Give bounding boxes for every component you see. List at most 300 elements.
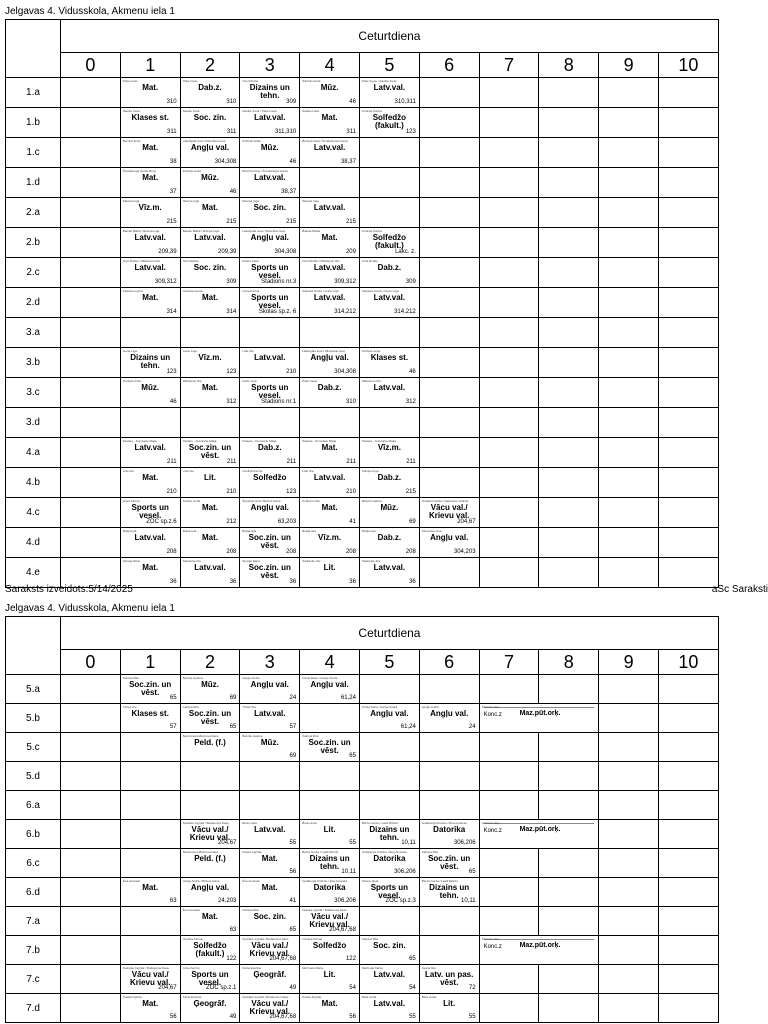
table-row: [6, 108, 719, 138]
empty-cell: [359, 198, 419, 228]
lesson-cell[interactable]: [300, 675, 360, 704]
empty-cell: [61, 288, 121, 318]
empty-cell: [658, 791, 718, 820]
app-credit: aSc Saraksti: [711, 584, 768, 595]
lesson-cell[interactable]: [180, 378, 240, 408]
lesson-cell[interactable]: [300, 558, 360, 588]
lesson-cell[interactable]: [120, 198, 180, 228]
lesson-cell[interactable]: [240, 878, 300, 907]
lesson-cell[interactable]: [180, 258, 240, 288]
lesson-cell[interactable]: [359, 378, 419, 408]
empty-cell: [479, 791, 539, 820]
empty-cell: [359, 675, 419, 704]
room-number: 304,308: [274, 249, 297, 255]
lesson-cell[interactable]: [359, 558, 419, 588]
lesson-cell[interactable]: [180, 348, 240, 378]
lesson-cell[interactable]: [359, 704, 419, 733]
lesson-cell[interactable]: [120, 498, 180, 528]
lesson-cell[interactable]: [359, 258, 419, 288]
empty-cell: [61, 138, 121, 168]
lesson-cell[interactable]: [359, 348, 419, 378]
teacher-name: Pūķe Inese: [182, 79, 198, 83]
lesson-cell[interactable]: [300, 849, 360, 878]
lesson-cell[interactable]: [120, 528, 180, 558]
teacher-name: Gurte Līga: [182, 349, 197, 353]
lesson-cell[interactable]: [120, 348, 180, 378]
empty-cell: [240, 318, 300, 348]
table-row: [6, 936, 719, 965]
room-number: 311: [226, 129, 237, 135]
teacher-name: Šupstiņa Ieva / Bēlone Dana: [242, 499, 281, 503]
empty-cell: [599, 733, 659, 762]
teacher-name: Bratja Ieta: [122, 529, 137, 533]
lesson-cell[interactable]: [300, 907, 360, 936]
lesson-cell[interactable]: [300, 198, 360, 228]
lesson-cell[interactable]: [180, 878, 240, 907]
teacher-name: Saulīte Ineta: [122, 109, 140, 113]
room-number: 46: [289, 159, 297, 165]
subject-name: Angļu val.: [310, 680, 349, 689]
room-number: 314: [226, 309, 237, 315]
teacher-name: Ozoliņa Karīna: [182, 937, 203, 941]
lesson-cell[interactable]: [240, 994, 300, 1023]
class-label: 3.a: [6, 318, 61, 348]
room-number: 69: [289, 753, 297, 759]
subject-name: Mat.: [201, 503, 218, 512]
lesson-cell[interactable]: [419, 820, 479, 849]
lesson-cell[interactable]: [240, 228, 300, 258]
class-label: 3.b: [6, 348, 61, 378]
empty-cell: [539, 198, 599, 228]
lesson-cell[interactable]: [240, 528, 300, 558]
empty-cell: [479, 849, 539, 878]
lesson-cell[interactable]: [300, 733, 360, 762]
lesson-cell[interactable]: [180, 849, 240, 878]
lesson-cell[interactable]: [240, 438, 300, 468]
lesson-cell-span[interactable]: [479, 704, 599, 733]
empty-cell: [180, 408, 240, 438]
subject-name: Klases st.: [131, 113, 169, 122]
corner-cell: [6, 617, 61, 675]
lesson-cell[interactable]: [300, 288, 360, 318]
teacher-name: Bratja Ieta: [242, 529, 257, 533]
room-number: 204,67: [218, 840, 237, 846]
subject-name: Latv.val.: [313, 263, 346, 272]
teacher-name: Balode Baiba / Ruciņa Inga: [122, 229, 160, 233]
empty-cell: [658, 378, 718, 408]
empty-cell: [300, 168, 360, 198]
empty-cell: [61, 408, 121, 438]
subject-name: Lit.: [203, 473, 216, 482]
room-number: 41: [289, 898, 297, 904]
lesson-cell[interactable]: [419, 849, 479, 878]
empty-cell: [539, 965, 599, 994]
empty-cell: [120, 820, 180, 849]
subject-name: Vācu val./ Krievu val.: [309, 912, 350, 929]
teacher-name: Beta Linda: [421, 995, 437, 999]
lesson-cell[interactable]: [240, 965, 300, 994]
room-number: 61,24: [400, 724, 416, 730]
lesson-cell[interactable]: [240, 733, 300, 762]
subject-name: Dizains un tehn.: [249, 83, 290, 100]
subject-name: Latv.val.: [373, 293, 406, 302]
subject-name: Lit.: [323, 970, 336, 979]
lesson-cell[interactable]: [419, 994, 479, 1023]
room-number: 215: [226, 219, 237, 225]
lesson-cell[interactable]: [120, 168, 180, 198]
lesson-cell[interactable]: [240, 168, 300, 198]
lesson-cell[interactable]: [419, 528, 479, 558]
room-number: 209,39: [158, 249, 177, 255]
lesson-cell[interactable]: [359, 965, 419, 994]
teacher-name: Gurte Līga: [122, 349, 137, 353]
empty-cell: [539, 498, 599, 528]
lesson-cell[interactable]: [240, 378, 300, 408]
lesson-cell[interactable]: [180, 168, 240, 198]
empty-cell: [599, 108, 659, 138]
lesson-cell[interactable]: [300, 438, 360, 468]
empty-cell: [658, 138, 718, 168]
lesson-cell[interactable]: [359, 498, 419, 528]
teacher-name: Ēna Amanda: [122, 879, 140, 883]
class-label: 4.e: [6, 558, 61, 588]
subject-name: Soc. zin.: [253, 912, 287, 921]
room-number: 208: [226, 549, 237, 555]
subject-name: Mūz.: [320, 83, 339, 92]
lesson-cell[interactable]: [240, 907, 300, 936]
day-row: [6, 617, 719, 650]
room-number: 55: [468, 1014, 476, 1020]
lesson-cell[interactable]: [120, 378, 180, 408]
subject-name: Mūz.: [260, 738, 279, 747]
lesson-cell[interactable]: [419, 965, 479, 994]
lesson-cell[interactable]: [359, 820, 419, 849]
lesson-cell[interactable]: [300, 498, 360, 528]
lesson-cell[interactable]: [300, 138, 360, 168]
subject-name: Latv.val.: [313, 143, 346, 152]
lesson-cell[interactable]: [180, 438, 240, 468]
lesson-cell[interactable]: [300, 108, 360, 138]
lesson-cell[interactable]: [419, 878, 479, 907]
lesson-cell[interactable]: [120, 994, 180, 1023]
room-number: 123: [286, 489, 297, 495]
room-number: 311: [167, 129, 177, 135]
empty-cell: [539, 468, 599, 498]
lesson-cell[interactable]: [300, 936, 360, 965]
lesson-cell[interactable]: [180, 733, 240, 762]
lesson-cell[interactable]: [180, 288, 240, 318]
room-number: 61,24: [340, 695, 356, 701]
lesson-cell[interactable]: [120, 704, 180, 733]
lesson-cell[interactable]: [240, 138, 300, 168]
table-row: [6, 258, 719, 288]
lesson-cell[interactable]: [300, 258, 360, 288]
table-row: [6, 498, 719, 528]
lesson-cell[interactable]: [300, 528, 360, 558]
room-number: 56: [169, 1014, 177, 1020]
lesson-cell[interactable]: [180, 994, 240, 1023]
room-number: 310: [166, 99, 177, 105]
lesson-cell[interactable]: [240, 288, 300, 318]
lesson-cell[interactable]: [240, 78, 300, 108]
subject-name: Sports un vesel.: [370, 883, 409, 900]
lesson-cell[interactable]: [359, 228, 419, 258]
room-name: Konc.z: [483, 828, 502, 834]
class-label: 7.c: [6, 965, 61, 994]
table-row: [6, 408, 719, 438]
lesson-cell-span[interactable]: [479, 820, 599, 849]
lesson-cell[interactable]: [120, 258, 180, 288]
lesson-cell[interactable]: [180, 468, 240, 498]
teacher-name: Ozoliņa Karīna: [242, 469, 263, 473]
empty-cell: [539, 849, 599, 878]
room-number: Stadions nr.3: [261, 279, 297, 285]
lesson-cell[interactable]: [180, 907, 240, 936]
empty-cell: [120, 849, 180, 878]
room-number: 46: [169, 399, 177, 405]
teacher-name: Kalniņa Rita: [242, 908, 259, 912]
empty-cell: [539, 791, 599, 820]
lesson-cell[interactable]: [300, 468, 360, 498]
lesson-cell[interactable]: [419, 498, 479, 528]
lesson-cell[interactable]: [180, 228, 240, 258]
class-label: 2.b: [6, 228, 61, 258]
teacher-name: Goldberga Kristīne / Ēna Amanda: [361, 850, 407, 854]
teacher-name: Lakstīgala Ieva / Zīlvertāne Ieva: [242, 229, 285, 233]
period-row: [6, 650, 719, 675]
lesson-cell[interactable]: [300, 994, 360, 1023]
empty-cell: [479, 878, 539, 907]
table-row: [6, 994, 719, 1023]
teacher-name: Līde Ilze: [242, 349, 254, 353]
teacher-name: Ozola Dace / Ģērģe Andra: [361, 705, 398, 709]
lesson-cell[interactable]: [180, 138, 240, 168]
lesson-cell[interactable]: [359, 878, 419, 907]
empty-cell: [658, 108, 718, 138]
subject-name: Dab.z.: [377, 473, 402, 482]
empty-cell: [658, 198, 718, 228]
lesson-cell[interactable]: [240, 258, 300, 288]
lesson-cell[interactable]: [120, 965, 180, 994]
room-number: 204,67,68: [269, 956, 297, 962]
lesson-cell[interactable]: [419, 704, 479, 733]
room-name: Konc.z: [483, 712, 502, 718]
lesson-cell[interactable]: [359, 849, 419, 878]
subject-name: Angļu val.: [250, 503, 289, 512]
empty-cell: [599, 468, 659, 498]
teacher-name: Ozol Rudīte / Mikelsone Ilze: [122, 259, 161, 263]
teacher-name: Pētere Aleta: [242, 259, 259, 263]
teacher-name: Zvirbule Anita: [182, 169, 201, 173]
empty-cell: [419, 168, 479, 198]
empty-cell: [61, 791, 121, 820]
lesson-cell[interactable]: [300, 878, 360, 907]
empty-cell: [61, 78, 121, 108]
room-number: 49: [289, 985, 297, 991]
lesson-cell[interactable]: [180, 936, 240, 965]
table-row: [6, 965, 719, 994]
room-number: 57: [169, 724, 177, 730]
teacher-name: Bērziņa Ilona / Šmīdeberga Gunta: [302, 139, 348, 143]
subject-name: Solfedžo (fakult.): [372, 113, 407, 130]
period-header: 8: [539, 53, 599, 78]
lesson-cell[interactable]: [359, 468, 419, 498]
lesson-cell[interactable]: [180, 820, 240, 849]
empty-cell: [419, 438, 479, 468]
lesson-cell[interactable]: [300, 820, 360, 849]
empty-cell: [61, 733, 121, 762]
lesson-cell[interactable]: [120, 675, 180, 704]
empty-cell: [658, 168, 718, 198]
room-number: 208: [286, 549, 297, 555]
room-number: 311,310: [274, 129, 297, 135]
room-number: 312: [226, 399, 237, 405]
teacher-name: Griva Karīna: [182, 966, 200, 970]
empty-cell: [419, 198, 479, 228]
subject-name: Solfedžo (fakult.): [193, 941, 227, 958]
table-row: [6, 791, 719, 820]
empty-cell: [479, 348, 539, 378]
teacher-name: Sudrabe Ingrīda / Budacuma Dace: [242, 937, 289, 941]
lesson-cell[interactable]: [240, 936, 300, 965]
lesson-cell[interactable]: [359, 108, 419, 138]
timetable-sheet-1: [5, 19, 719, 588]
empty-cell: [658, 994, 718, 1023]
lesson-cell[interactable]: [300, 965, 360, 994]
lesson-cell[interactable]: [120, 878, 180, 907]
lesson-cell[interactable]: [120, 78, 180, 108]
empty-cell: [479, 675, 539, 704]
empty-cell: [658, 936, 718, 965]
room-number: 310,311: [394, 99, 416, 105]
lesson-cell[interactable]: [180, 78, 240, 108]
room-number: 211: [286, 459, 297, 465]
empty-cell: [539, 438, 599, 468]
room-number: ZOC sp.z.1: [206, 985, 237, 991]
class-label: 5.a: [6, 675, 61, 704]
teacher-name: Kalniņa Rita: [361, 937, 379, 941]
empty-cell: [539, 878, 599, 907]
subject-name: Latv.val.: [313, 293, 346, 302]
lesson-cell[interactable]: [300, 78, 360, 108]
room-number: 63: [229, 927, 237, 933]
empty-cell: [120, 762, 180, 791]
subject-name: Sports un vesel.: [251, 383, 289, 400]
lesson-cell[interactable]: [300, 378, 360, 408]
room-number: 10,11: [401, 840, 416, 846]
lesson-cell[interactable]: [240, 498, 300, 528]
subject-name: Mat.: [261, 854, 278, 863]
lesson-cell[interactable]: [240, 558, 300, 588]
lesson-cell[interactable]: [180, 528, 240, 558]
subject-name: Vīz.m.: [138, 203, 162, 212]
empty-cell: [658, 528, 718, 558]
lesson-cell[interactable]: [359, 438, 419, 468]
empty-cell: [61, 936, 121, 965]
subject-name: Mūz.: [201, 173, 219, 182]
lesson-cell[interactable]: [180, 704, 240, 733]
teacher-name: Gurte Līga: [242, 379, 257, 383]
class-label: 4.d: [6, 528, 61, 558]
lesson-cell[interactable]: [300, 228, 360, 258]
empty-cell: [359, 408, 419, 438]
class-label: 4.a: [6, 438, 61, 468]
subject-name: Latv.val.: [134, 263, 166, 272]
empty-cell: [599, 675, 659, 704]
subject-name: Peld. (f.): [194, 854, 226, 863]
lesson-cell[interactable]: [240, 820, 300, 849]
room-number: 310: [226, 99, 237, 105]
lesson-cell[interactable]: [240, 348, 300, 378]
lesson-cell[interactable]: [180, 498, 240, 528]
room-number: 209,39: [218, 249, 237, 255]
room-number: 306,206: [334, 898, 356, 904]
lesson-cell[interactable]: [120, 228, 180, 258]
lesson-cell[interactable]: [240, 468, 300, 498]
period-header: 9: [599, 53, 659, 78]
lesson-cell[interactable]: [120, 288, 180, 318]
lesson-cell[interactable]: [120, 468, 180, 498]
lesson-cell[interactable]: [180, 965, 240, 994]
lesson-cell[interactable]: [240, 849, 300, 878]
empty-cell: [658, 704, 718, 733]
room-number: 38,37: [340, 159, 356, 165]
class-label: 5.b: [6, 704, 61, 733]
lesson-cell[interactable]: [240, 198, 300, 228]
teacher-name: Mikelsone Ilze: [182, 379, 202, 383]
lesson-cell[interactable]: [359, 78, 419, 108]
teacher-name: Pastare - Kumsarte Maija: [302, 439, 337, 443]
room-number: ZOC sp.z.6: [146, 519, 177, 525]
lesson-cell[interactable]: [240, 675, 300, 704]
empty-cell: [300, 318, 360, 348]
lesson-cell[interactable]: [240, 704, 300, 733]
lesson-cell[interactable]: [300, 348, 360, 378]
room-number: 309: [226, 279, 237, 285]
teacher-name: Pastare - Kumsarte Maija: [182, 439, 217, 443]
class-label: 5.c: [6, 733, 61, 762]
lesson-cell[interactable]: [180, 675, 240, 704]
lesson-cell[interactable]: [120, 558, 180, 588]
table-row: [6, 348, 719, 378]
lesson-cell[interactable]: [120, 138, 180, 168]
subject-name: Latv.val.: [254, 113, 286, 122]
empty-cell: [479, 438, 539, 468]
lesson-cell[interactable]: [359, 288, 419, 318]
room-name: Konc.z: [483, 944, 502, 950]
empty-cell: [479, 907, 539, 936]
empty-cell: [120, 733, 180, 762]
empty-cell: [479, 318, 539, 348]
lesson-cell-span[interactable]: [479, 936, 599, 965]
lesson-cell[interactable]: [359, 936, 419, 965]
lesson-cell[interactable]: [120, 438, 180, 468]
lesson-cell[interactable]: [120, 108, 180, 138]
empty-cell: [359, 318, 419, 348]
lesson-cell[interactable]: [180, 558, 240, 588]
empty-cell: [479, 994, 539, 1023]
lesson-cell[interactable]: [359, 994, 419, 1023]
lesson-cell[interactable]: [359, 528, 419, 558]
lesson-cell[interactable]: [240, 108, 300, 138]
room-number: 54: [349, 985, 356, 991]
class-label: 6.a: [6, 791, 61, 820]
lesson-cell[interactable]: [180, 108, 240, 138]
empty-cell: [61, 907, 121, 936]
lesson-cell[interactable]: [180, 198, 240, 228]
empty-cell: [61, 258, 121, 288]
teacher-name: Beta Linda: [361, 995, 377, 999]
